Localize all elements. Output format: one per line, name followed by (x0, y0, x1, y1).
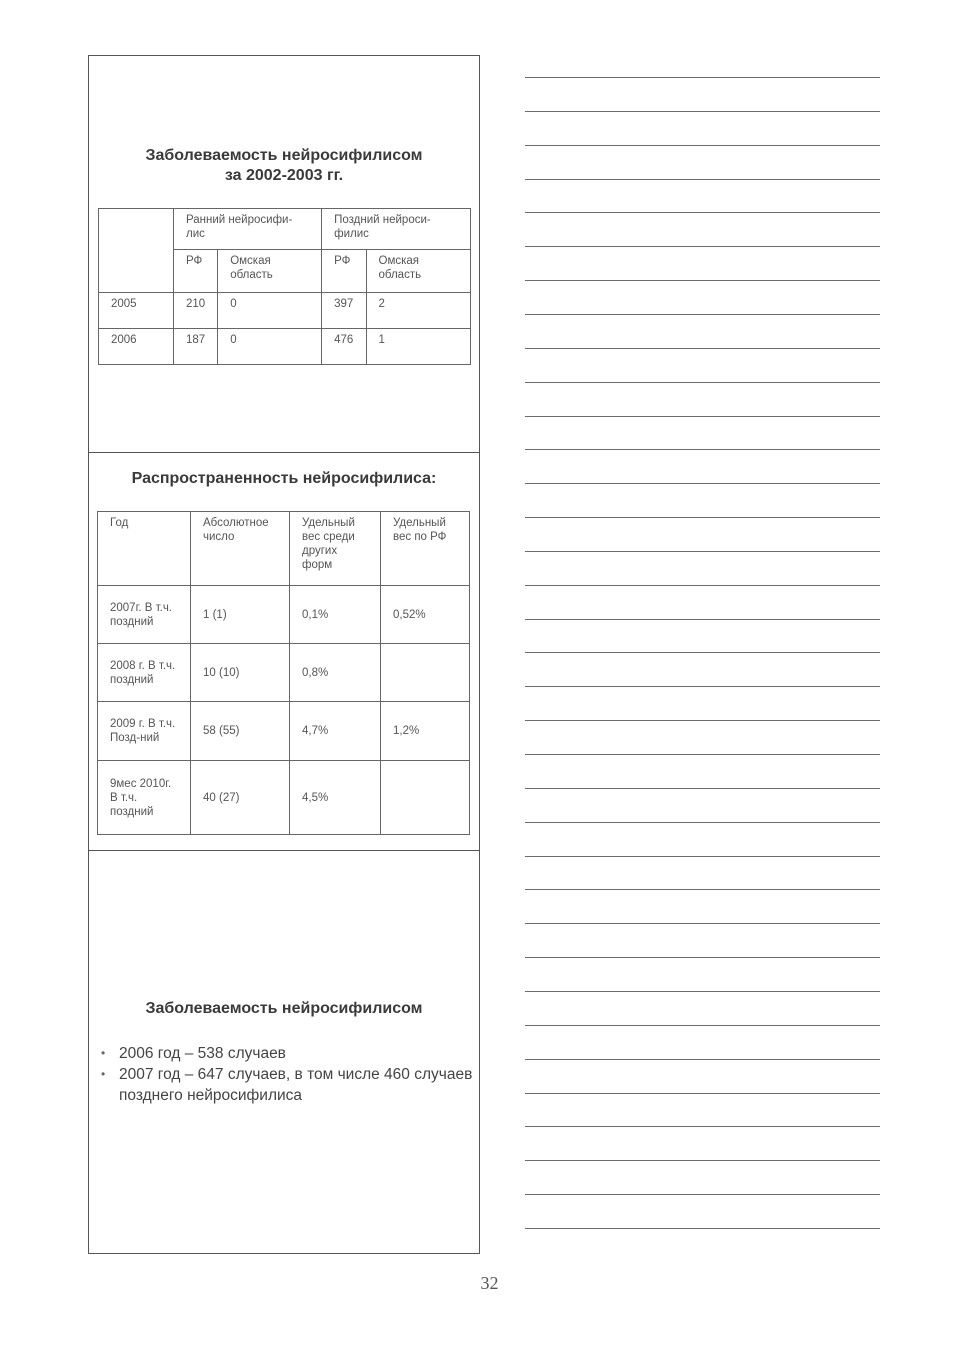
corner-cell (99, 209, 174, 293)
note-line (525, 822, 880, 823)
sub-header: Омская область (366, 250, 471, 293)
list-item: • 2007 год – 647 случаев, в том числе 460 случаев позднего нейросифилиса (99, 1064, 474, 1106)
cell-value: 476 (322, 329, 366, 365)
header-cell: Год (98, 512, 191, 586)
slide-title (89, 146, 479, 186)
note-line (525, 382, 880, 383)
slide-title: Распространенность нейросифилиса: (131, 470, 437, 487)
note-line (525, 889, 880, 890)
cell-value: 4,5% (290, 761, 381, 835)
header-cell: Удельный вес среди других форм (290, 512, 381, 586)
slide-incidence-2002-2003 (88, 55, 480, 453)
cell-year: 2007г. В т.ч. поздний (98, 586, 191, 644)
sub-header: Омская область (218, 250, 322, 293)
table-row (98, 702, 470, 761)
table-row (99, 329, 471, 365)
note-line (525, 111, 880, 112)
cell-value: 58 (55) (191, 702, 290, 761)
note-line (525, 179, 880, 180)
header-cell: Удельный вес по РФ (381, 512, 470, 586)
note-line (525, 483, 880, 484)
title-line-2: за 2002-2003 гг. (224, 167, 344, 184)
cell-year: 2009 г. В т.ч. Позд-ний (98, 702, 191, 761)
note-line (525, 1126, 880, 1127)
note-line (525, 449, 880, 450)
cell-value: 10 (10) (191, 644, 290, 702)
cell-value: 2 (366, 293, 471, 329)
slide-incidence-2006-2007 (88, 850, 480, 1254)
table-row (98, 644, 470, 702)
note-line (525, 856, 880, 857)
table-row (99, 293, 471, 329)
note-line (525, 923, 880, 924)
sub-header: РФ (322, 250, 366, 293)
note-line (525, 246, 880, 247)
cell-value: 0 (218, 293, 322, 329)
note-line (525, 720, 880, 721)
incidence-table (98, 208, 471, 365)
title-line-1: Заболеваемость нейросифилисом (145, 147, 423, 164)
cell-value: 397 (322, 293, 366, 329)
note-line (525, 1059, 880, 1060)
cell-year: 9мес 2010г. В т.ч. поздний (98, 761, 191, 835)
cell-value: 187 (174, 329, 218, 365)
cell-value: 0,52% (381, 586, 470, 644)
bullet-list (99, 1043, 474, 1106)
group-header-early: Ранний нейросифи-лис (174, 209, 322, 250)
note-line (525, 551, 880, 552)
table-row (98, 761, 470, 835)
note-line (525, 348, 880, 349)
note-line (525, 212, 880, 213)
note-line (525, 754, 880, 755)
cell-value: 1 (366, 329, 471, 365)
page-number: 32 (480, 1273, 499, 1293)
cell-value: 1,2% (381, 702, 470, 761)
list-item: • 2006 год – 538 случаев (99, 1043, 474, 1064)
slide-prevalence (88, 452, 480, 851)
note-line (525, 957, 880, 958)
note-line (525, 991, 880, 992)
cell-year: 2005 (99, 293, 174, 329)
cell-value: 0,8% (290, 644, 381, 702)
slide-title: Заболеваемость нейросифилисом (145, 1000, 423, 1017)
table-row (98, 586, 470, 644)
note-line (525, 77, 880, 78)
header-cell: Абсолютное число (191, 512, 290, 586)
cell-value: 0 (218, 329, 322, 365)
note-line (525, 585, 880, 586)
cell-value: 1 (1) (191, 586, 290, 644)
note-line (525, 686, 880, 687)
note-line (525, 652, 880, 653)
note-line (525, 1160, 880, 1161)
group-header-late: Поздний нейроси-филис (322, 209, 471, 250)
cell-value: 4,7% (290, 702, 381, 761)
note-line (525, 788, 880, 789)
note-line (525, 619, 880, 620)
note-line (525, 1025, 880, 1026)
cell-value (381, 644, 470, 702)
note-line (525, 517, 880, 518)
note-line (525, 1228, 880, 1229)
cell-value: 0,1% (290, 586, 381, 644)
note-line (525, 280, 880, 281)
cell-value (381, 761, 470, 835)
cell-year: 2008 г. В т.ч. поздний (98, 644, 191, 702)
cell-year: 2006 (99, 329, 174, 365)
cell-value: 40 (27) (191, 761, 290, 835)
note-line (525, 1194, 880, 1195)
cell-value: 210 (174, 293, 218, 329)
prevalence-table (97, 511, 470, 835)
note-line (525, 1093, 880, 1094)
note-line (525, 145, 880, 146)
sub-header: РФ (174, 250, 218, 293)
note-line (525, 416, 880, 417)
note-line (525, 314, 880, 315)
